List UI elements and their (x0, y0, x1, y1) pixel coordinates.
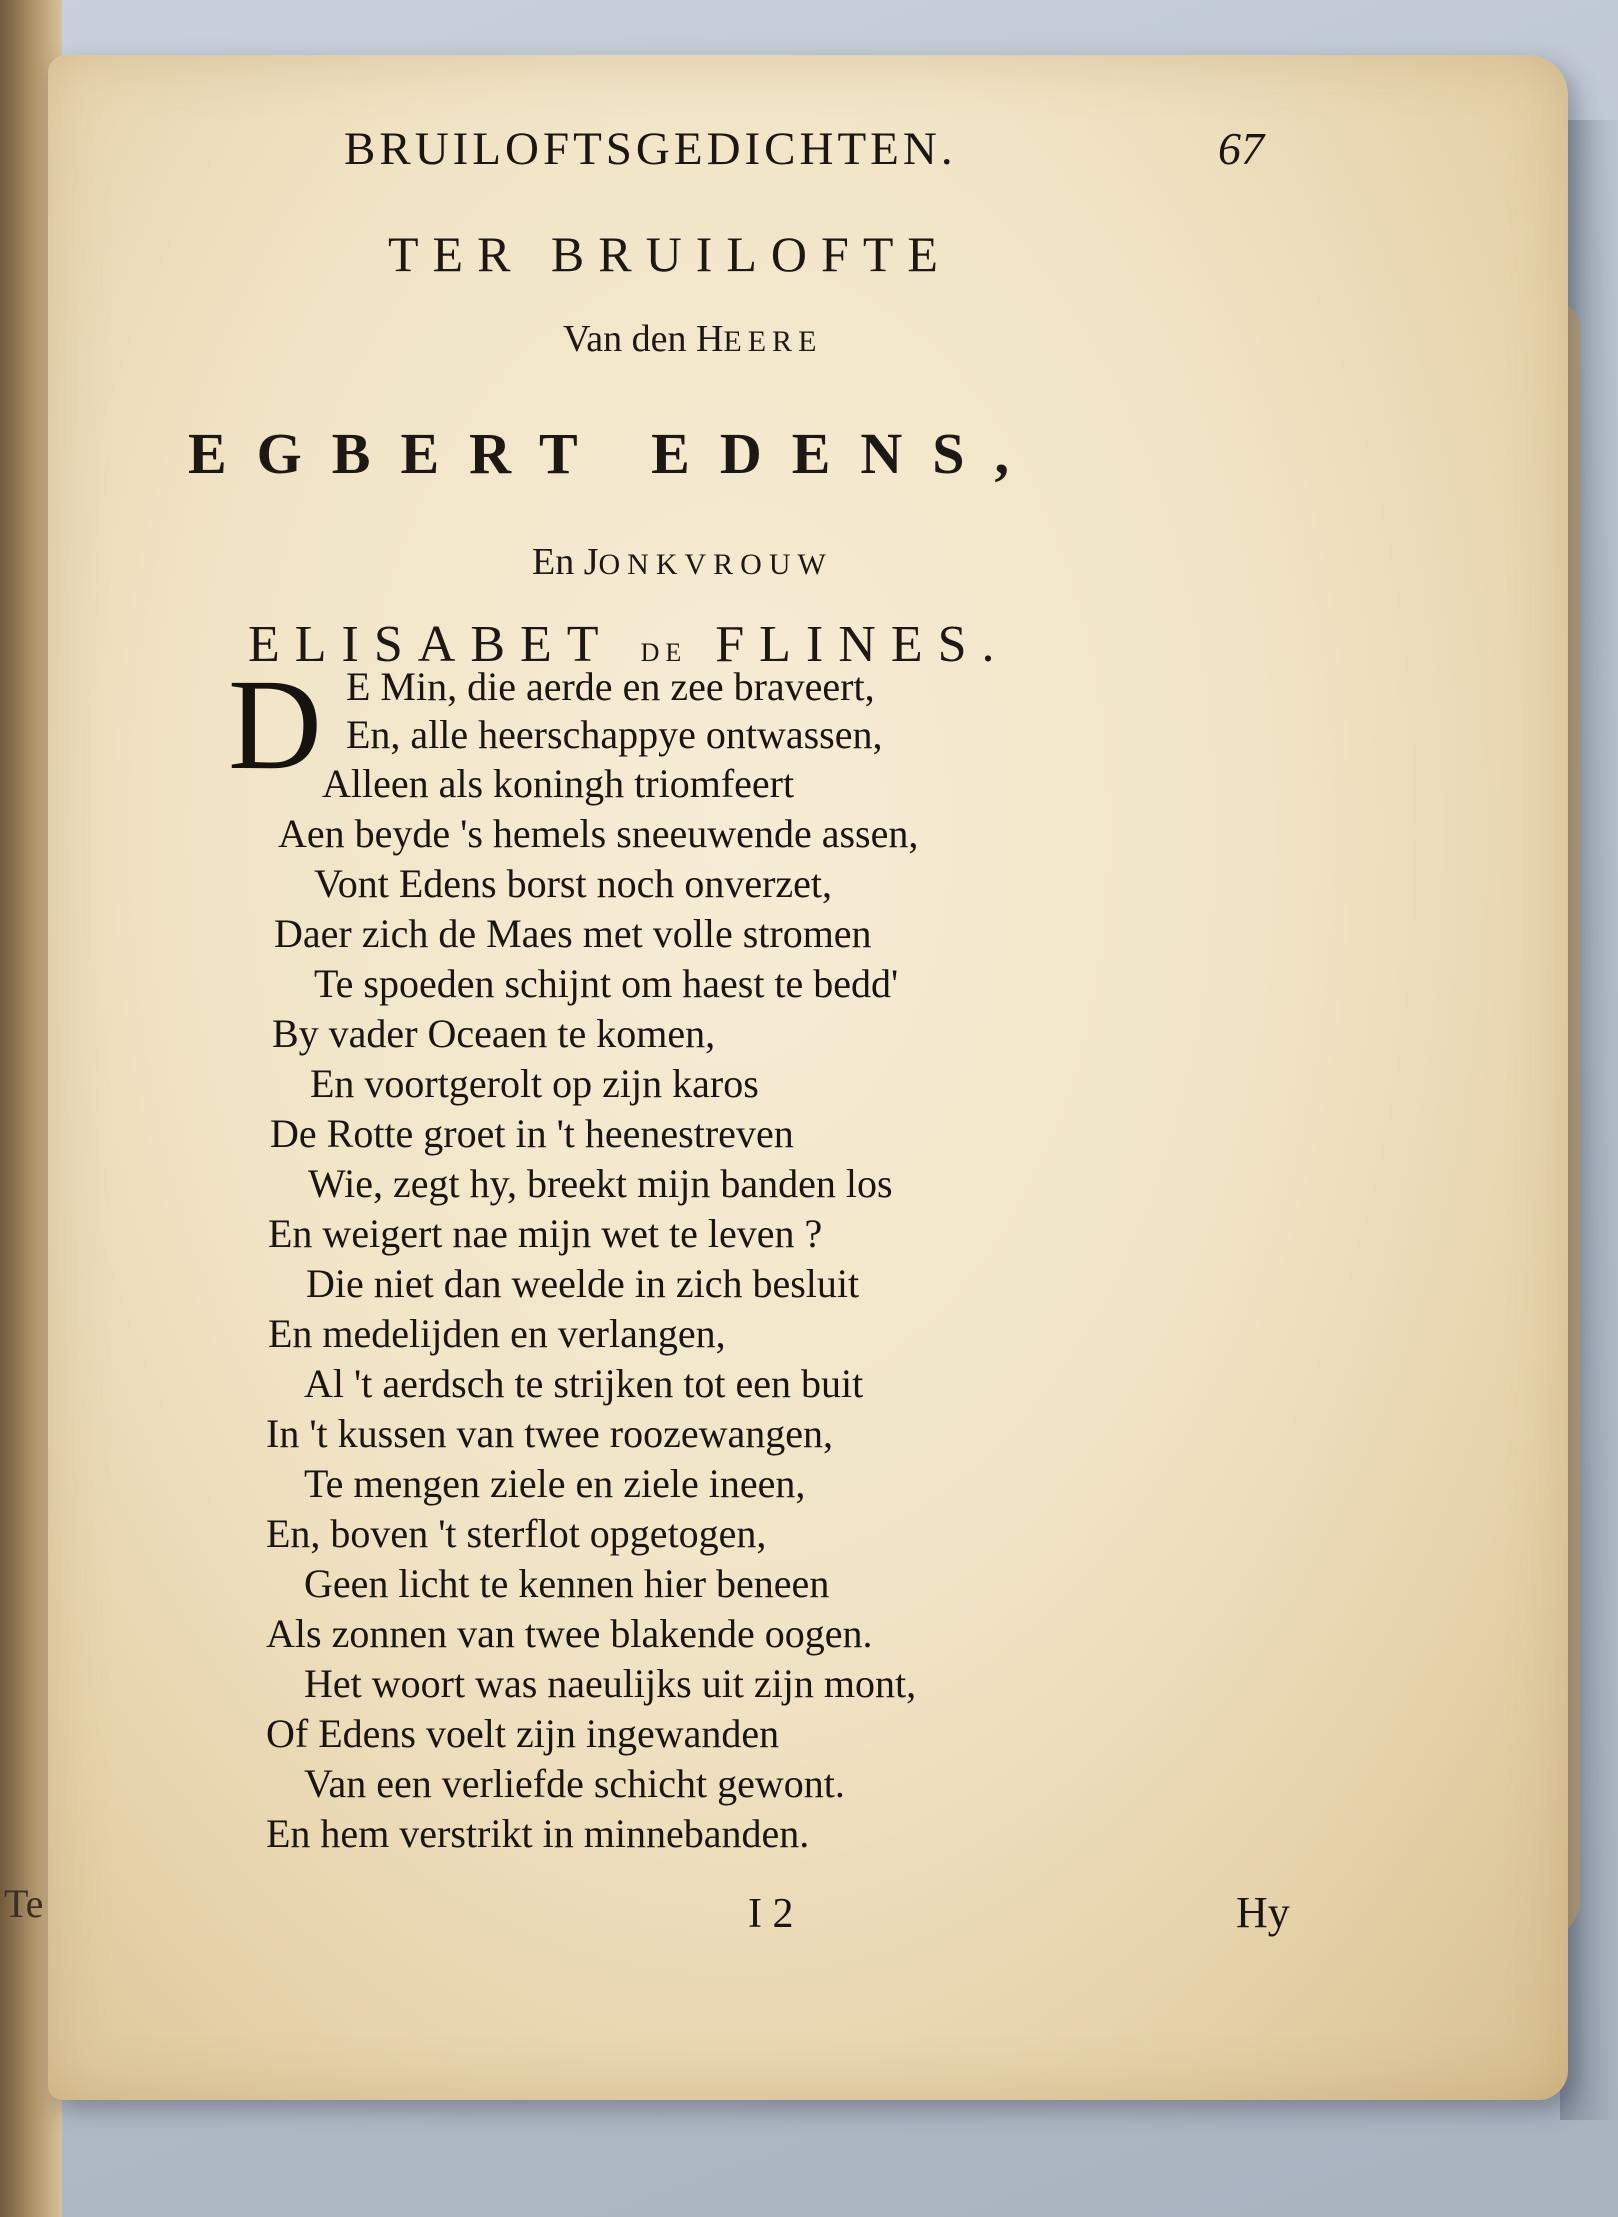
poem-line: Al 't aerdsch te strijken tot een buit (304, 1361, 864, 1406)
bride-particle: DE (640, 638, 688, 667)
poem-line: Te spoeden schijnt om haest te bedd' (314, 961, 899, 1006)
bride-last-name: FLINES. (715, 616, 1010, 673)
poem-line: Geen licht te kennen hier beneen (304, 1561, 830, 1606)
poem-line: Die niet dan weelde in zich besluit (306, 1261, 860, 1306)
poem-line: Wie, zegt hy, breekt mijn banden los (308, 1161, 893, 1206)
bride-first-name: ELISABET (248, 616, 613, 673)
poem-line: En, alle heerschappye ontwassen, (346, 712, 883, 757)
heading-line-van-den-smallcaps: EERE (723, 325, 823, 358)
poem-body (48, 55, 1568, 2100)
catchword: Hy (1236, 1888, 1290, 1937)
poem-line: Het woort was naeulijks uit zijn mont, (304, 1661, 917, 1706)
poem-line: En voortgerolt op zijn karos (310, 1061, 759, 1106)
poem-line: Alleen als koningh triomfeert (322, 761, 795, 806)
heading-line-ter-bruilofte: TER BRUILOFTE (388, 226, 952, 282)
poem-line: En, boven 't sterflot opgetogen, (266, 1511, 767, 1556)
poem-line: Van een verliefde schicht gewont. (304, 1761, 845, 1806)
poem-line: Als zonnen van twee blakende oogen. (266, 1611, 873, 1656)
poem-line: Of Edens voelt zijn ingewanden (266, 1711, 780, 1756)
poem-line: E Min, die aerde en zee braveert, (346, 664, 875, 709)
poem-line: In 't kussen van twee roozewangen, (266, 1411, 834, 1456)
poem-line: En weigert nae mijn wet te leven ? (268, 1211, 823, 1256)
poem-line: Aen beyde 's hemels sneeuwende assen, (278, 811, 919, 856)
poem-line: En medelijden en verlangen, (268, 1311, 726, 1356)
heading-line-van-den-prefix: Van den H (563, 318, 724, 360)
poem-line: En hem verstrikt in minnebanden. (266, 1811, 810, 1856)
book-page (48, 55, 1568, 2100)
poem-line: Vont Edens borst noch onverzet, (314, 861, 833, 906)
poem-line: Te mengen ziele en ziele ineen, (304, 1461, 806, 1506)
page-number: 67 (1218, 123, 1264, 174)
left-page-fragment: Te (4, 1881, 44, 1926)
heading-line-en-smallcaps: ONKVROUW (598, 548, 833, 581)
poem-line: De Rotte groet in 't heenestreven (270, 1111, 794, 1156)
running-head-title: BRUILOFTSGEDICHTEN. (344, 123, 957, 175)
heading-line-en-prefix: En J (532, 541, 599, 583)
signature-mark: I 2 (748, 1891, 794, 1937)
drop-cap: D (228, 653, 322, 797)
poem-line: Daer zich de Maes met volle stromen (274, 911, 872, 956)
poem-line: By vader Oceaen te komen, (272, 1011, 716, 1056)
heading-groom-name: EGBERT EDENS, (188, 421, 1040, 486)
